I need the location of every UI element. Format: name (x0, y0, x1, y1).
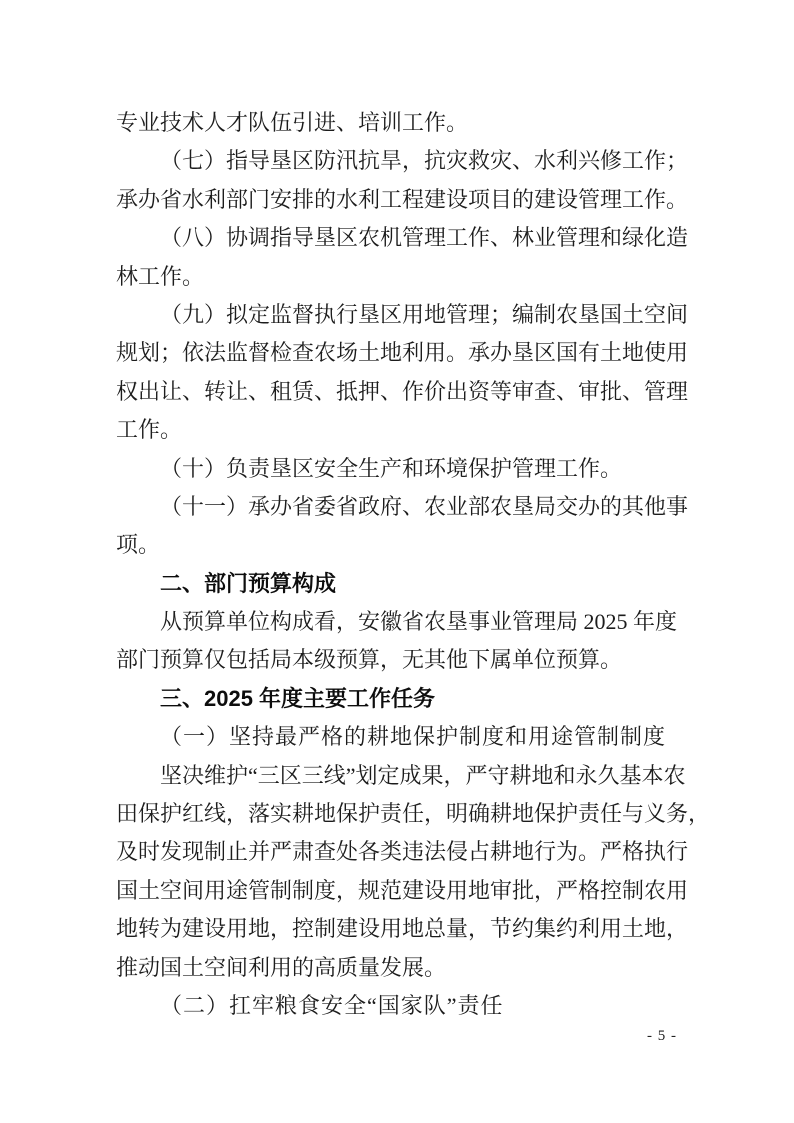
text-line: 规划；依法监督检查农场土地利用。承办垦区国有土地使用 (116, 340, 689, 366)
text-line-item-8: （八）协调指导垦区农机管理工作、林业管理和绿化造 (160, 225, 689, 251)
text-line: 项。 (116, 532, 161, 558)
text-line: 承办省水利部门安排的水利工程建设项目的建设管理工作。 (116, 186, 689, 212)
text-line: 部门预算仅包括局本级预算，无其他下属单位预算。 (116, 647, 623, 673)
text-line: 权出让、转让、租赁、抵押、作价出资等审查、审批、管理 (116, 378, 689, 404)
text-line-item-7: （七）指导垦区防汛抗旱，抗灾救灾、水利兴修工作； (160, 148, 689, 174)
text-line-item-10: （十）负责垦区安全生产和环境保护管理工作。 (160, 455, 623, 481)
page-body-text (116, 104, 711, 1025)
text-line: 国土空间用途管制制度，规范建设用地审批，严格控制农用 (116, 877, 689, 903)
text-line-continuation: 专业技术人才队伍引进、培训工作。 (116, 110, 469, 135)
text-line-item-9: （九）拟定监督执行垦区用地管理；编制农垦国土空间 (160, 301, 689, 327)
subheading-task-1: （一）坚持最严格的耕地保护制度和用途管制制度 (160, 724, 667, 750)
subheading-task-2: （二）扛牢粮食安全“国家队”责任 (160, 992, 504, 1018)
text-line: 坚决维护“三区三线”划定成果，严守耕地和永久基本农 (160, 762, 686, 788)
text-line: 林工作。 (116, 263, 205, 289)
text-line-item-11: （十一）承办省委省政府、农业部农垦局交办的其他事 (160, 493, 689, 519)
text-line: 工作。 (116, 417, 183, 443)
text-line: 推动国土空间利用的高质量发展。 (116, 954, 447, 980)
heading-section-2-budget-composition: 二、部门预算构成 (160, 570, 337, 596)
text-line: 从预算单位构成看，安徽省农垦事业管理局 2025 年度 (160, 609, 678, 635)
text-line: 地转为建设用地，控制建设用地总量，节约集约利用土地， (116, 916, 689, 942)
text-line: 及时发现制止并严肃查处各类违法侵占耕地行为。严格执行 (116, 839, 689, 865)
heading-section-3-main-tasks-2025: 三、2025 年度主要工作任务 (160, 685, 436, 711)
text-line: 田保护红线，落实耕地保护责任，明确耕地保护责任与义务， (116, 801, 711, 827)
page-number: - 5 - (647, 1028, 677, 1044)
